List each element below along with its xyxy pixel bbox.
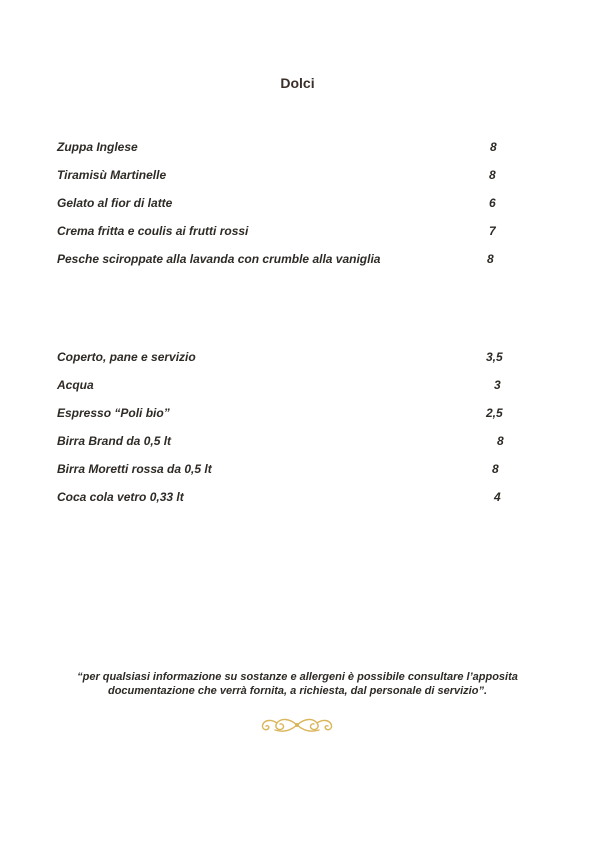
menu-item-name: Birra Moretti rossa da 0,5 lt bbox=[57, 462, 212, 476]
menu-item-price: 8 bbox=[487, 252, 494, 266]
menu-item bbox=[0, 224, 595, 240]
menu-item-name: Pesche sciroppate alla lavanda con crumble alla vaniglia bbox=[57, 252, 381, 266]
gold-flourish-icon bbox=[259, 714, 335, 736]
menu-item bbox=[0, 140, 595, 156]
menu-item-name: Espresso “Poli bio” bbox=[57, 406, 170, 420]
allergen-note-line: documentazione che verrà fornita, a richiesta, dal personale di servizio”. bbox=[107, 685, 487, 697]
menu-item bbox=[0, 434, 595, 450]
menu-item bbox=[0, 350, 595, 366]
menu-item-name: Acqua bbox=[57, 378, 94, 392]
menu-item-price: 3 bbox=[494, 378, 501, 392]
menu-item-price: 3,5 bbox=[486, 350, 503, 364]
allergen-note-line: “per qualsiasi informazione su sostanze e allergeni è possibile consultare l’apposita bbox=[77, 671, 518, 683]
menu-item bbox=[0, 168, 595, 184]
menu-item-price: 7 bbox=[489, 224, 496, 238]
menu-item-name: Coperto, pane e servizio bbox=[57, 350, 196, 364]
menu-item-name: Crema fritta e coulis ai frutti rossi bbox=[57, 224, 249, 238]
menu-item bbox=[0, 406, 595, 422]
menu-item-price: 8 bbox=[497, 434, 504, 448]
menu-item bbox=[0, 490, 595, 506]
page-title: Dolci bbox=[280, 75, 315, 91]
menu-item-price: 8 bbox=[490, 140, 497, 154]
allergen-note bbox=[0, 670, 595, 698]
menu-item-price: 6 bbox=[489, 196, 496, 210]
menu-item bbox=[0, 252, 595, 268]
menu-item-name: Birra Brand da 0,5 lt bbox=[57, 434, 172, 448]
menu-item-name: Coca cola vetro 0,33 lt bbox=[57, 490, 184, 504]
menu-item-price: 8 bbox=[492, 462, 499, 476]
menu-item bbox=[0, 378, 595, 394]
menu-item bbox=[0, 196, 595, 212]
menu-item-price: 4 bbox=[494, 490, 501, 504]
menu-item bbox=[0, 462, 595, 478]
menu-item-name: Gelato al fior di latte bbox=[57, 196, 173, 210]
menu-item-name: Tiramisù Martinelle bbox=[57, 168, 167, 182]
menu-item-price: 2,5 bbox=[486, 406, 503, 420]
menu-item-price: 8 bbox=[489, 168, 496, 182]
menu-item-name: Zuppa Inglese bbox=[57, 140, 138, 154]
